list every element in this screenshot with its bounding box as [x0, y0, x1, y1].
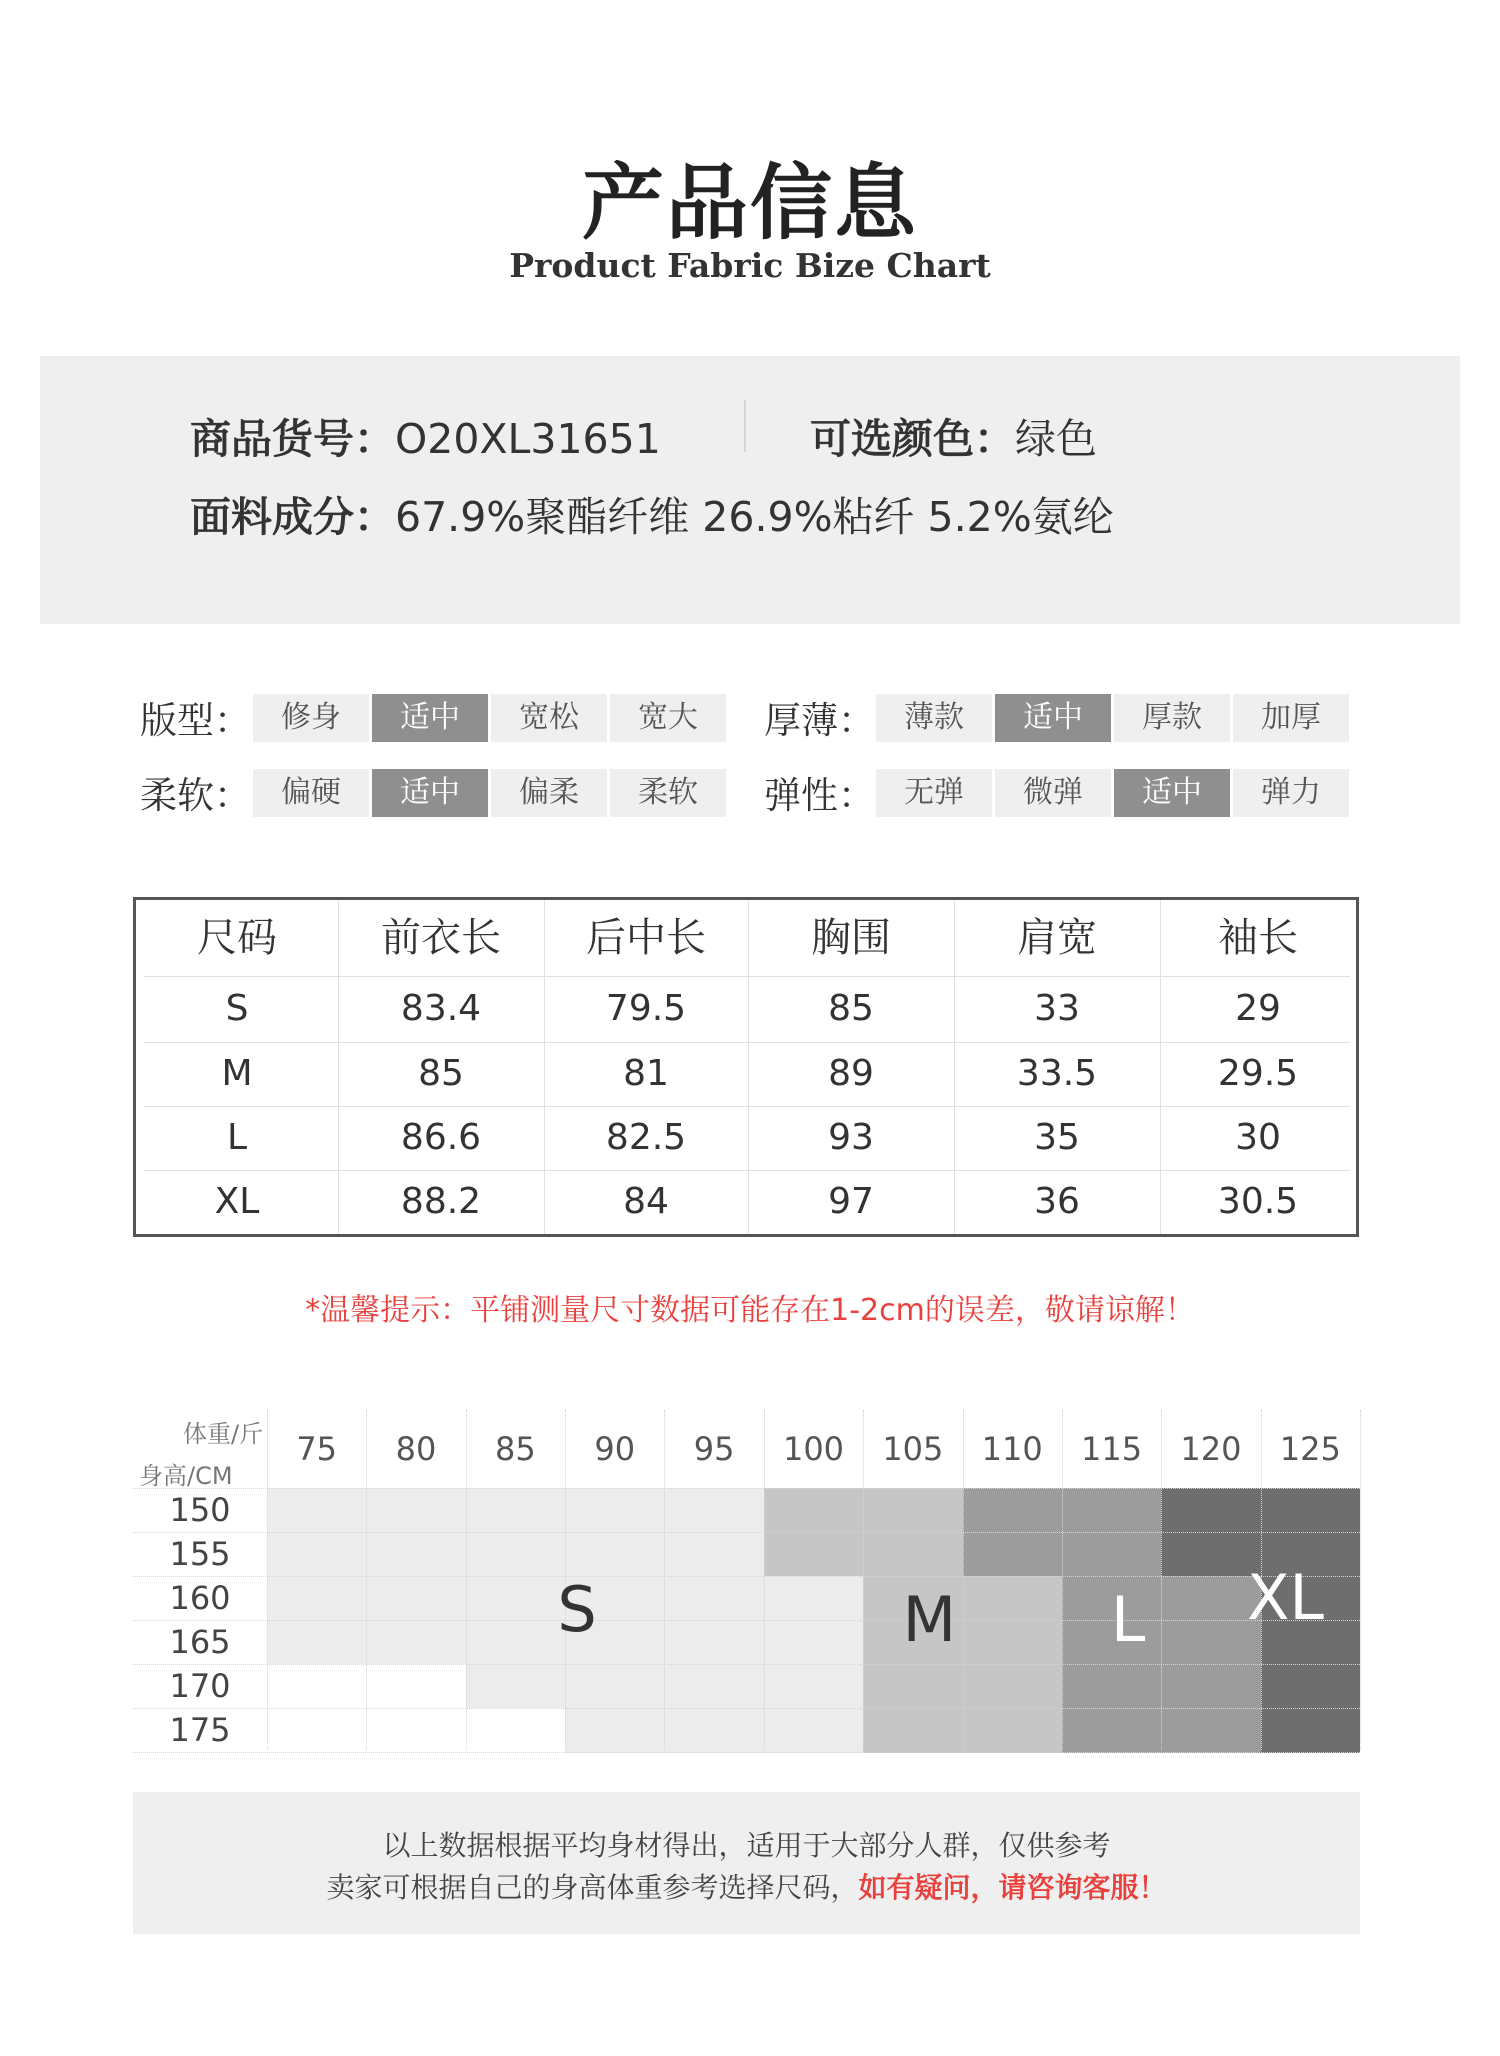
grid-row-line: [133, 1576, 1360, 1577]
size-grid-cell: [267, 1532, 367, 1577]
height-tick-label: 150: [169, 1491, 231, 1529]
page-subtitle: Product Fabric Bize Chart: [509, 246, 991, 285]
table-cell: 81: [623, 1053, 669, 1094]
size-grid-cell: [863, 1532, 963, 1577]
color-value: 绿色: [1015, 415, 1097, 463]
size-grid-cell: [1261, 1708, 1361, 1753]
size-region-label: M: [902, 1583, 957, 1656]
size-grid-cell: [466, 1532, 566, 1577]
size-grid-cell: [1062, 1708, 1162, 1753]
measurement-note: *温馨提示：平铺测量尺寸数据可能存在1-2cm的误差，敬请谅解！: [305, 1293, 1195, 1328]
weight-tick-label: 110: [981, 1430, 1043, 1468]
table-cell: 97: [828, 1181, 874, 1222]
size-grid-cell: [963, 1708, 1063, 1753]
table-cell: 84: [623, 1181, 669, 1222]
size-grid-cell: [267, 1576, 367, 1621]
size-grid-cell: [664, 1620, 764, 1665]
table-cell: 85: [828, 988, 874, 1029]
size-grid-cell: [963, 1532, 1063, 1577]
size-grid-cell: [1161, 1488, 1261, 1533]
size-grid-cell: [565, 1708, 665, 1753]
attribute-option[interactable]: 微弹: [995, 769, 1111, 817]
height-tick-label: 160: [169, 1579, 231, 1617]
page-title: 产品信息: [581, 156, 918, 251]
attribute-option[interactable]: 适中: [995, 694, 1111, 742]
size-grid-cell: [267, 1488, 367, 1533]
size-grid-cell: [366, 1708, 466, 1753]
grid-row-line: [133, 1532, 1360, 1533]
table-cell: M: [221, 1053, 253, 1094]
attribute-option[interactable]: 适中: [1114, 769, 1230, 817]
table-cell: XL: [214, 1181, 260, 1222]
size-grid-cell: [366, 1620, 466, 1665]
size-grid-cell: [664, 1532, 764, 1577]
table-cell: 33.5: [1016, 1053, 1098, 1094]
weight-axis-label: 体重/斤: [183, 1420, 264, 1448]
fabric-value: 67.9%聚酯纤维 26.9%粘纤 5.2%氨纶: [395, 493, 1114, 541]
size-grid-cell: [466, 1664, 566, 1709]
table-header-cell: 前衣长: [381, 915, 501, 961]
color-label: 可选颜色：: [810, 415, 1015, 463]
footer-line-1: 以上数据根据平均身材得出，适用于大部分人群，仅供参考: [382, 1829, 1111, 1862]
weight-tick-label: 100: [782, 1430, 845, 1468]
size-grid-cell: [1062, 1664, 1162, 1709]
size-grid-cell: [1261, 1664, 1361, 1709]
table-cell: 29.5: [1217, 1053, 1299, 1094]
table-cell: S: [225, 988, 249, 1029]
size-grid-cell: [963, 1664, 1063, 1709]
grid-row-line: [133, 1752, 1360, 1753]
size-grid-cell: [963, 1488, 1063, 1533]
size-grid-cell: [764, 1532, 864, 1577]
info-divider: [744, 400, 746, 452]
size-grid-cell: [764, 1664, 864, 1709]
item-number-value: O20XL31651: [395, 415, 661, 463]
weight-tick-label: 105: [882, 1430, 944, 1468]
size-region-label: L: [1110, 1583, 1146, 1656]
table-cell: 30.5: [1217, 1181, 1299, 1222]
attribute-label: 弹性：: [764, 774, 875, 817]
grid-row-line: [133, 1708, 1360, 1709]
size-grid-cell: [664, 1488, 764, 1533]
table-header-cell: 袖长: [1218, 915, 1298, 961]
size-grid-cell: [863, 1664, 963, 1709]
grid-row-line: [133, 1488, 1360, 1489]
attribute-option[interactable]: 柔软: [610, 769, 726, 817]
table-header-cell: 尺码: [197, 915, 277, 961]
footer-line-2: [133, 1866, 1360, 1906]
item-number-label: 商品货号：: [190, 415, 395, 463]
fabric-label: 面料成分：: [190, 493, 395, 541]
attribute-option[interactable]: 厚款: [1114, 694, 1230, 742]
size-grid-cell: [366, 1488, 466, 1533]
grid-row-line: [133, 1664, 1360, 1665]
size-grid-cell: [366, 1576, 466, 1621]
size-grid-cell: [664, 1708, 764, 1753]
attribute-option[interactable]: 宽大: [610, 694, 726, 742]
size-region-label: S: [557, 1573, 597, 1647]
table-cell: 83.4: [400, 988, 482, 1029]
attribute-label: 柔软：: [140, 774, 251, 817]
footer-panel: [133, 1792, 1360, 1934]
table-cell: L: [226, 1117, 248, 1158]
height-tick-label: 170: [169, 1667, 231, 1705]
weight-tick-label: 80: [395, 1430, 437, 1468]
size-grid-cell: [664, 1664, 764, 1709]
size-grid-cell: [1261, 1488, 1361, 1533]
table-cell: 85: [418, 1053, 464, 1094]
weight-tick-label: 115: [1081, 1430, 1143, 1468]
size-grid-cell: [664, 1576, 764, 1621]
size-region-label: XL: [1246, 1561, 1324, 1634]
attribute-option[interactable]: 适中: [372, 694, 488, 742]
attribute-label: 版型：: [140, 699, 251, 742]
table-header-cell: 胸围: [811, 915, 891, 961]
fabric-row: [190, 484, 1114, 543]
attribute-option[interactable]: 偏柔: [491, 769, 607, 817]
table-cell: 79.5: [605, 988, 687, 1029]
table-cell: 93: [828, 1117, 874, 1158]
table-header-cell: 后中长: [586, 915, 706, 961]
size-grid-cell: [1161, 1664, 1261, 1709]
table-cell: 82.5: [605, 1117, 687, 1158]
attribute-label: 厚薄：: [764, 699, 875, 742]
height-tick-label: 155: [169, 1535, 231, 1573]
weight-tick-label: 120: [1180, 1430, 1242, 1468]
size-grid-cell: [863, 1488, 963, 1533]
size-grid-cell: [267, 1664, 367, 1709]
attribute-option[interactable]: 薄款: [876, 694, 992, 742]
size-grid-cell: [466, 1708, 566, 1753]
table-cell: 33: [1034, 988, 1080, 1029]
size-grid-cell: [764, 1488, 864, 1533]
size-grid-cell: [267, 1708, 367, 1753]
size-grid-cell: [1062, 1488, 1162, 1533]
attribute-option[interactable]: 宽松: [491, 694, 607, 742]
size-grid-cell: [565, 1664, 665, 1709]
table-cell: 36: [1034, 1181, 1080, 1222]
height-tick-label: 175: [169, 1711, 231, 1749]
size-grid-cell: [366, 1664, 466, 1709]
table-header-cell: 肩宽: [1017, 915, 1097, 961]
size-grid-cell: [565, 1488, 665, 1533]
attribute-option[interactable]: 偏硬: [253, 769, 369, 817]
size-grid-cell: [466, 1488, 566, 1533]
size-grid-cell: [863, 1708, 963, 1753]
table-cell: 86.6: [400, 1117, 482, 1158]
table-cell: 29: [1235, 988, 1281, 1029]
weight-tick-label: 90: [594, 1430, 636, 1468]
weight-tick-label: 95: [693, 1430, 735, 1468]
attribute-option[interactable]: 加厚: [1233, 694, 1349, 742]
attribute-option[interactable]: 弹力: [1233, 769, 1349, 817]
size-grid-cell: [267, 1620, 367, 1665]
table-cell: 35: [1034, 1117, 1080, 1158]
attribute-option[interactable]: 修身: [253, 694, 369, 742]
footer-contact-text: 如有疑问，请咨询客服！: [858, 1871, 1167, 1904]
size-grid-cell: [565, 1532, 665, 1577]
size-table: [133, 897, 1359, 1237]
size-grid-cell: [1062, 1532, 1162, 1577]
size-grid-cell: [764, 1708, 864, 1753]
size-grid-cell: [1161, 1708, 1261, 1753]
footer-line-2-text: 卖家可根据自己的身高体重参考选择尺码，: [326, 1871, 859, 1904]
size-grid-cell: [366, 1532, 466, 1577]
color-row: [810, 406, 1097, 465]
height-tick-label: 165: [169, 1623, 231, 1661]
table-cell: 30: [1235, 1117, 1281, 1158]
weight-tick-label: 85: [495, 1430, 536, 1468]
weight-tick-label: 75: [296, 1430, 338, 1468]
height-axis-label: 身高/CM: [139, 1462, 233, 1490]
item-number-row: [190, 406, 661, 465]
table-cell: 89: [828, 1053, 874, 1094]
table-cell: 88.2: [400, 1181, 482, 1222]
height-weight-size-grid: [133, 1410, 1360, 1750]
weight-tick-label: 125: [1279, 1430, 1341, 1468]
attribute-option[interactable]: 无弹: [876, 769, 992, 817]
attribute-option[interactable]: 适中: [372, 769, 488, 817]
